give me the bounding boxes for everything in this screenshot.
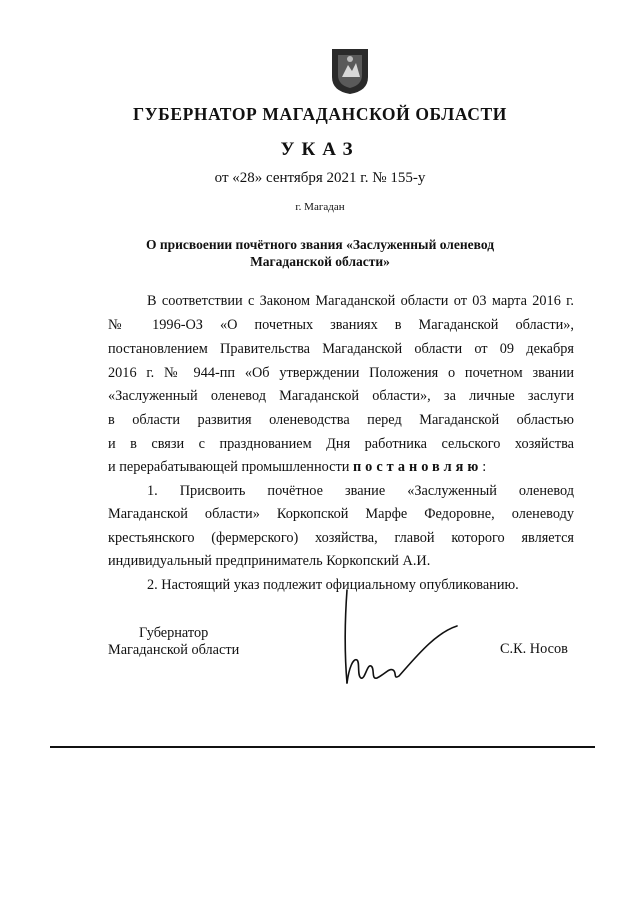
item1-line: крестьянского (фермерского) хозяйства, главой которого является	[108, 530, 574, 546]
body-line: № 1996-ОЗ «О почетных званиях в Магаданской области»,	[108, 317, 574, 333]
item1-line: Магаданской области» Коркопской Марфе Федоровне, оленеводу	[108, 506, 574, 522]
subject-line: О присвоении почётного звания «Заслуженный оленевод	[145, 237, 495, 252]
body-line: в области развития оленеводства перед Магаданской областью	[108, 412, 574, 428]
signatory-name: С.К. Носов	[500, 641, 568, 657]
decree-city: г. Магадан	[295, 201, 345, 213]
handwritten-signature	[335, 588, 465, 698]
organization-title: ГУБЕРНАТОР МАГАДАНСКОЙ ОБЛАСТИ	[132, 104, 507, 124]
document-type: УКАЗ	[280, 139, 360, 160]
signatory-title	[108, 625, 239, 659]
item1-line: индивидуальный предприниматель Коркопский А.И.	[108, 553, 431, 569]
body-line: постановлением Правительства Магаданской области от 09 декабря	[108, 341, 574, 357]
signatory-title-line: Губернатор	[139, 625, 209, 641]
resolve-colon: :	[482, 459, 487, 475]
signatory-title-line: Магаданской области	[108, 642, 240, 658]
body-line-resolve	[108, 457, 574, 477]
magadan-coat-of-arms-icon	[330, 47, 370, 95]
bottom-divider	[50, 746, 595, 748]
body-line: «Заслуженный оленевод Магаданской области», за личные заслуги	[108, 388, 574, 404]
body-line: 2016 г. № 944-пп «Об утверждении Положения о почетном звании	[108, 365, 574, 381]
item2-line: 2. Настоящий указ подлежит официальному опубликованию.	[147, 577, 519, 593]
body-line: и в связи с празднованием Дня работника сельского хозяйства	[108, 436, 574, 452]
resolve-word: постановляю	[352, 459, 483, 475]
decree-date-number: от «28» сентября 2021 г. № 155-у	[214, 170, 426, 186]
subject-line: Магаданской области»	[250, 254, 390, 269]
body-line: В соответствии с Законом Магаданской области от 03 марта 2016 г.	[147, 293, 574, 309]
decree-subject	[0, 236, 640, 270]
item1-line: 1. Присвоить почётное звание «Заслуженный оленевод	[147, 483, 574, 499]
body-text: и перерабатывающей промышленности	[108, 459, 350, 475]
